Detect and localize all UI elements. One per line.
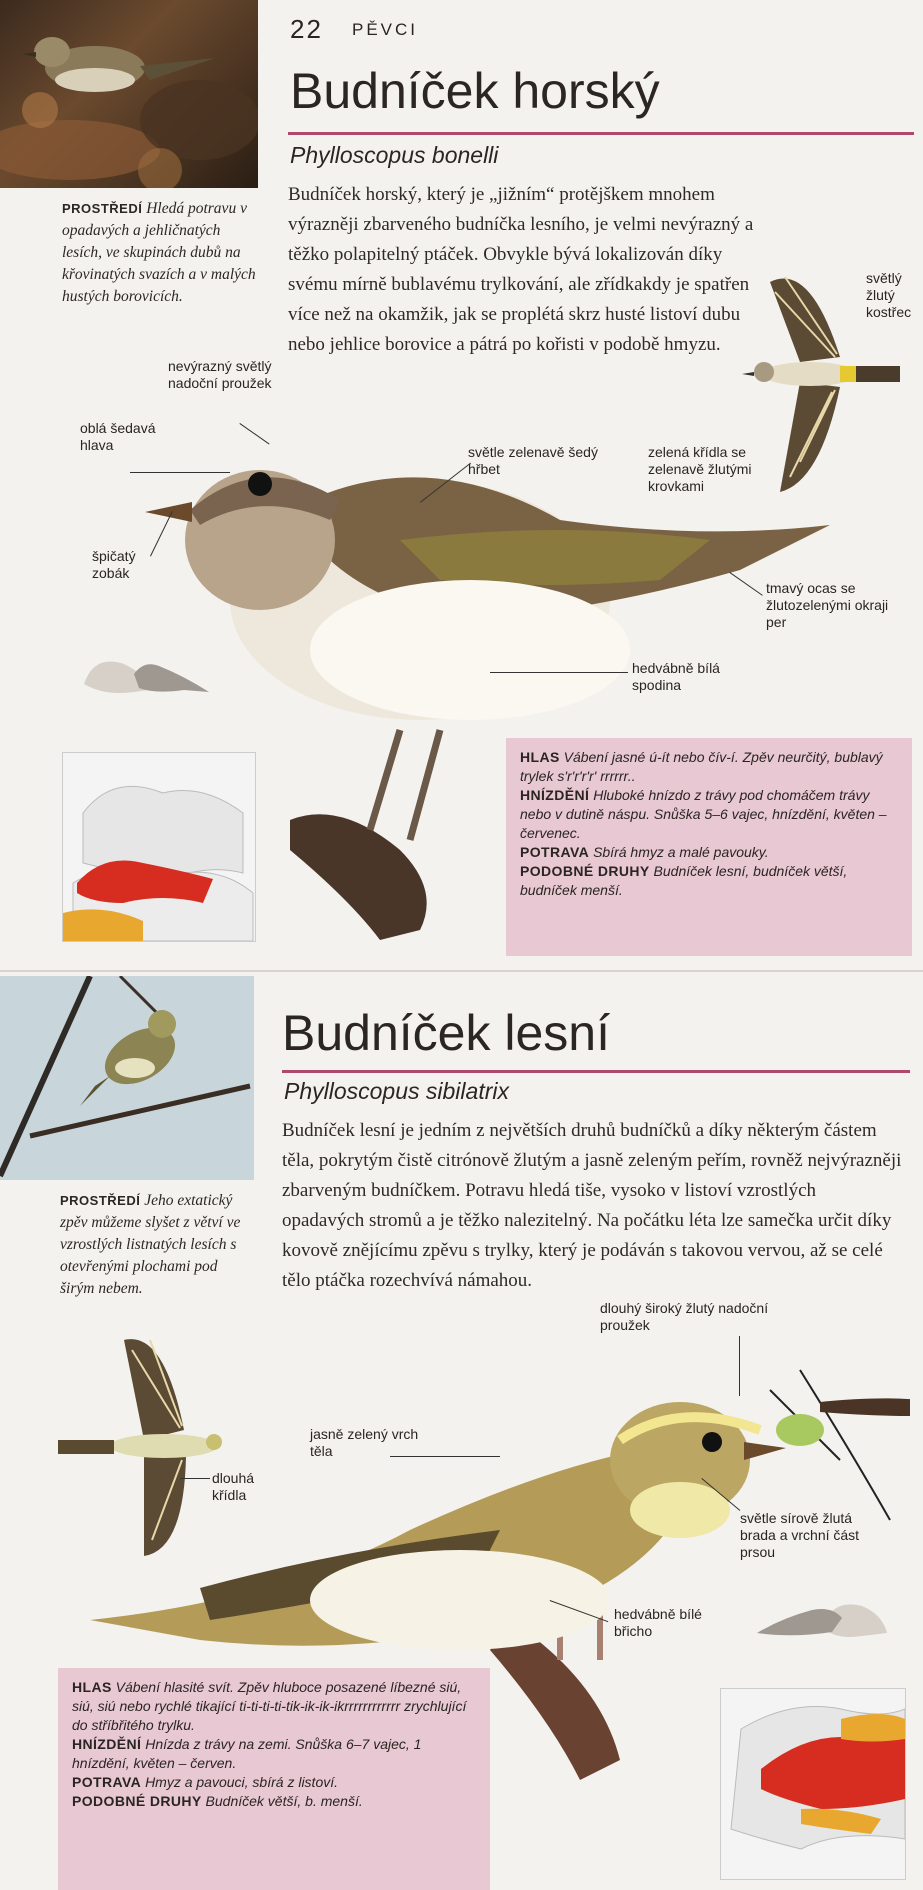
leader-line — [490, 672, 628, 673]
callout-underparts-1: hedvábně bílá spodina — [632, 660, 720, 693]
habitat-label-2: PROSTŘEDÍ — [60, 1193, 141, 1208]
section-title: PĚVCI — [352, 20, 419, 39]
similar-text-1: Budníček lesní, budníček větší, budníček menší. — [520, 863, 848, 898]
habitat-note-2 — [60, 1190, 250, 1300]
species-title-2: Budníček lesní — [282, 1005, 610, 1061]
callout-bill-1: špičatý zobák — [92, 548, 136, 581]
habitat-photo-top — [0, 0, 258, 188]
callout-head-1: oblá šedavá hlava — [80, 420, 156, 453]
habitat-photo-bottom — [0, 976, 254, 1180]
similar-label-2: PODOBNÉ DRUHY — [72, 1793, 202, 1809]
nest-label-2: HNÍZDĚNÍ — [72, 1736, 142, 1752]
callout-back-1: světle zelenavě šedý hřbet — [468, 444, 598, 477]
leader-line — [739, 1336, 740, 1396]
latin-name-2: Phylloscopus sibilatrix — [284, 1078, 509, 1104]
voice-label-2: HLAS — [72, 1679, 112, 1695]
callout-throat-2: světle sírově žlutá brada a vrchní část prsou — [740, 1510, 860, 1560]
size-comparison-silhouettes-1 — [74, 644, 214, 704]
habitat-text-1: Hledá potravu v opadavých a jehličnatých lesích, ve skupinách dubů na křovinatých svazích a v malých hustých borovicích. — [62, 200, 256, 305]
callout-wings-1: zelená křídla se zelenavě žlutými krovkami — [648, 444, 752, 494]
callout-eyestripe-1: nevýrazný světlý nadoční proužek — [168, 358, 272, 391]
nest-text-1: Hluboké hnízdo z trávy pod chomáčem trávy nebo v dutině náspu. Snůška 5–6 vajec, hnízdění, květen – červenec. — [520, 787, 887, 841]
habitat-label-1: PROSTŘEDÍ — [62, 201, 143, 216]
page-number: 22 — [290, 14, 323, 44]
nest-text-2: Hnízda z trávy na zemi. Snůška 6–7 vajec, 1 hnízdění, květen – červen. — [72, 1736, 422, 1771]
callout-upperparts-2: jasně zelený vrch těla — [310, 1426, 419, 1459]
leader-line — [130, 472, 230, 473]
food-text-2: Hmyz a pavouci, sbírá z listoví. — [145, 1774, 339, 1790]
section-divider — [0, 970, 923, 972]
voice-text-2: Vábení hlasité svít. Zpěv hluboce posazené líbezné siú, siú, siú nebo rychlé tikající ti-ti-ti-ti-tik-ik-ik-ikrrrrrrrrrrrr zrychlující do stříbřitého trylku. — [72, 1679, 467, 1733]
info-box-2 — [58, 1668, 490, 1890]
description-2: Budníček lesní je jedním z největších druhů budníčků a díky některým částem těla, pokrytým čistě citrónově žlutým a jasně zeleným peřím, rovněž nejvýrazněji zbarveným budníčkem. Potravu hledá tiše, vysoko v listoví vzrostlých opadavých stromů a je těžko nalezitelný. Na počátku léta lze samečka určit díky kovově znějícímu zpěvu s trylky, který je podáván s takovou vervou, až se celé tělo ptáčka rozechvívá námahou. — [282, 1120, 902, 1291]
callout-belly-2: hedvábně bílé břicho — [614, 1606, 702, 1639]
leader-line — [180, 1478, 210, 1479]
species-title-1: Budníček horský — [290, 63, 660, 119]
callout-eyestripe-2: dlouhý široký žlutý nadoční proužek — [600, 1300, 769, 1333]
food-label-1: POTRAVA — [520, 844, 590, 860]
callout-tail-1: tmavý ocas se žlutozelenými okraji per — [766, 580, 889, 630]
info-box-1 — [506, 738, 912, 956]
title-rule-2 — [282, 1070, 910, 1073]
nest-label-1: HNÍZDĚNÍ — [520, 787, 590, 803]
voice-label-1: HLAS — [520, 749, 560, 765]
leader-line — [390, 1456, 500, 1457]
description-1: Budníček horský, který je „jižním“ protějškem mnohem výrazněji zbarveného budníčka lesního, je velmi nevýrazný a těžko polapitelný ptáček. Obvykle bývá lokalizován díky svému mírně bublavému trylkování, ale zřídkakdy je spatřen více než na okamžik, jak se proplétá skrz husté listoví dubu nebo jehlice borovice a pátrá po kořisti v podobě hmyzu. — [288, 184, 754, 355]
food-text-1: Sbírá hmyz a malé pavouky. — [593, 844, 769, 860]
similar-text-2: Budníček větší, b. menší. — [205, 1793, 363, 1809]
title-rule-1 — [288, 132, 914, 135]
food-label-2: POTRAVA — [72, 1774, 142, 1790]
voice-text-1: Vábení jasné ú-ít nebo čív-í. Zpěv neurčitý, bublavý trylek s'r'r'r'r' rrrrrr.. — [520, 749, 883, 784]
callout-wings-2: dlouhá křídla — [212, 1470, 255, 1503]
similar-label-1: PODOBNÉ DRUHY — [520, 863, 650, 879]
habitat-note-1 — [62, 198, 262, 308]
callout-rump-1: světlý žlutý kostřec — [866, 270, 912, 320]
range-map-1 — [62, 752, 256, 942]
range-map-2 — [720, 1688, 906, 1880]
latin-name-1: Phylloscopus bonelli — [290, 142, 499, 168]
size-comparison-silhouettes-2 — [752, 1588, 892, 1648]
habitat-text-2: Jeho extatický zpěv můžeme slyšet z větví ve vzrostlých listnatých lesích s otevřenými plochami pod širým nebem. — [60, 1192, 241, 1297]
